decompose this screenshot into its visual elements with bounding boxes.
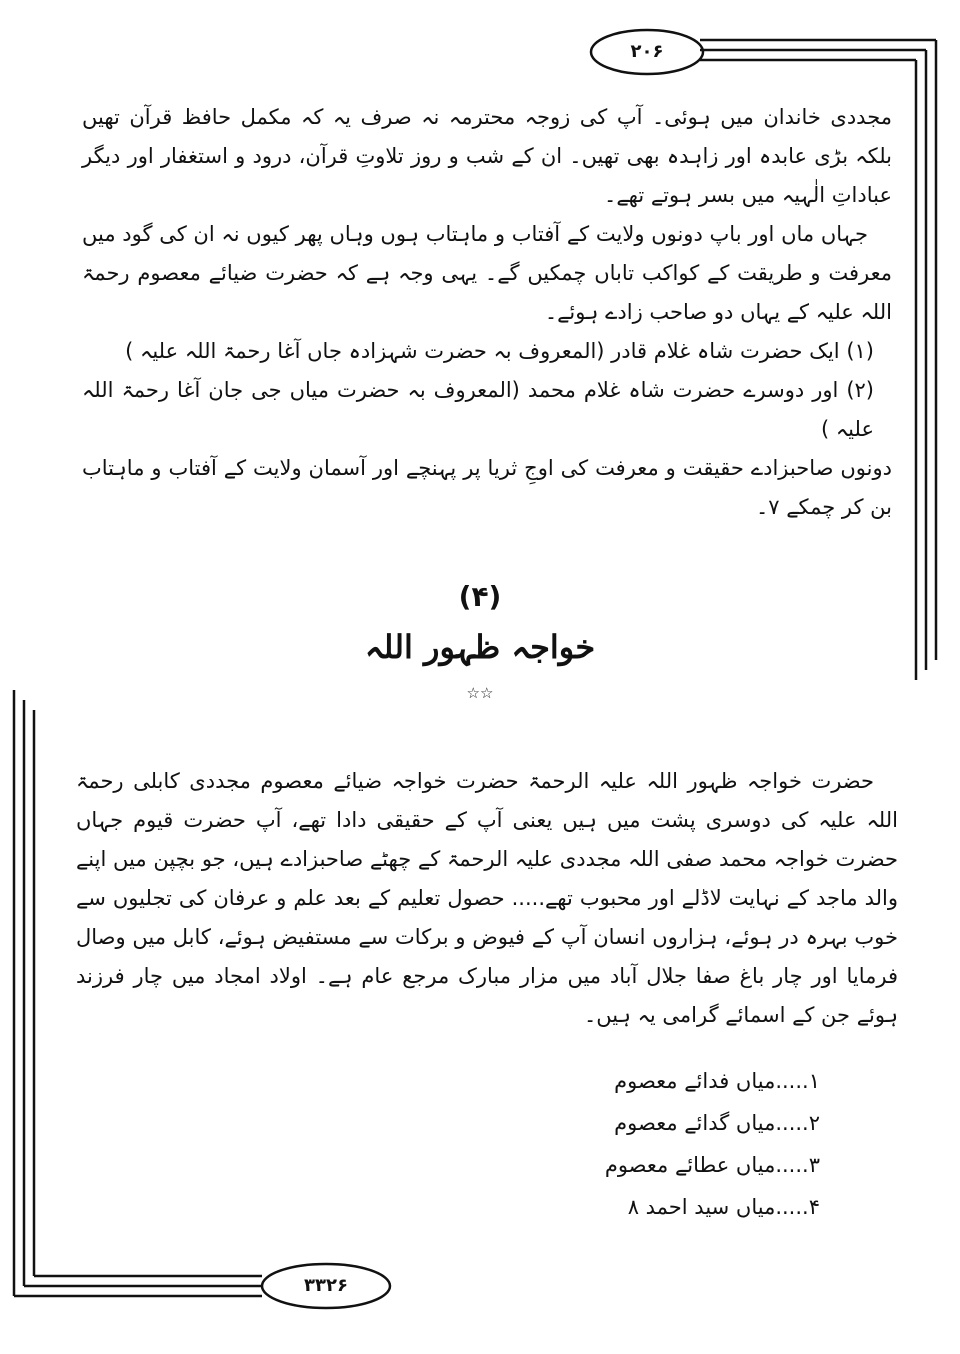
intro-paragraph: مجددی خاندان میں ہوئی۔ آپ کی زوجہ محترمہ نہ صرف یہ کہ مکمل حافظ قرآن تھیں بلکہ بڑی عابدہ اور زاہدہ بھی تھیں۔ ان کے شب و روز تلاوتِ قرآن، درود و استغفار اور دیگر عباداتِ الٰہیہ میں بسر ہوتے تھے۔: [82, 105, 892, 207]
child-item: ۱.....میاں فدائے معصوم: [614, 1069, 820, 1093]
lineage-paragraph: جہاں ماں اور باپ دونوں ولایت کے آفتاب و ماہتاب ہوں وہاں پھر کیوں نہ ان کی گود میں معرفت و طریقت کے کواکب تاباں چمکیں گے۔ یہی وجہ ہے کہ حضرت ضیائے معصوم رحمۃ اللہ علیہ کے یہاں دو صاحب زادے ہوئے۔: [82, 222, 892, 324]
section-number: (۴): [458, 580, 502, 613]
son-item-1: (۱) ایک حضرت شاہ غلام قادر (المعروف بہ حضرت شہزادہ جاں آغا رحمۃ اللہ علیہ ): [125, 339, 874, 363]
son-item-2: (۲) اور دوسرے حضرت شاہ غلام محمد (المعروف بہ حضرت میاں جی جان آغا رحمۃ اللہ علیہ ): [82, 378, 874, 441]
section-title: خواجہ ظہور اللہ: [364, 628, 596, 666]
children-list: [560, 1060, 820, 1228]
child-item: ۴.....میاں سید احمد ۸: [627, 1195, 820, 1219]
top-body-text: [82, 98, 892, 527]
child-item: ۳.....میاں عطائے معصوم: [604, 1153, 820, 1177]
bottom-page-number: ۳۳۲۶: [304, 1275, 348, 1296]
child-item: ۲.....میاں گدائے معصوم: [614, 1111, 820, 1135]
top-page-number: ۲۰۶: [630, 41, 664, 62]
decorative-stars: ☆☆: [466, 684, 494, 702]
biography-paragraph: حضرت خواجہ ظہور اللہ علیہ الرحمۃ حضرت خواجہ ضیائے معصوم مجددی کابلی رحمۃ اللہ علیہ کی دوسری پشت میں ہیں یعنی آپ کے حقیقی دادا تھے، آپ حضرت قیوم جہاں حضرت خواجہ محمد صفی اللہ مجددی علیہ الرحمۃ کے چھٹے صاحبزادے ہیں، جو بچپن میں اپنے والد ماجد کے نہایت لاڈلے اور محبوب تھے..... حصول تعلیم کے بعد علم و عرفان کی تجلیوں سے خوب بہرہ در ہوئے، ہزاروں انسان آپ کے فیوض و برکات سے مستفیض ہوئے، کابل میں وصال فرمایا اور چار باغ صفا جلال آباد میں مزار مبارک مرجع عام ہے۔ اولاد امجاد میں چار فرزند ہوئے جن کے اسمائے گرامی یہ ہیں۔: [76, 769, 898, 1027]
biography-text: [76, 762, 898, 1035]
closing-paragraph: دونوں صاحبزادے حقیقت و معرفت کی اوجِ ثریا پر پہنچے اور آسمان ولایت کے آفتاب و ماہتاب بن کر چمکے ۷۔: [82, 456, 892, 519]
